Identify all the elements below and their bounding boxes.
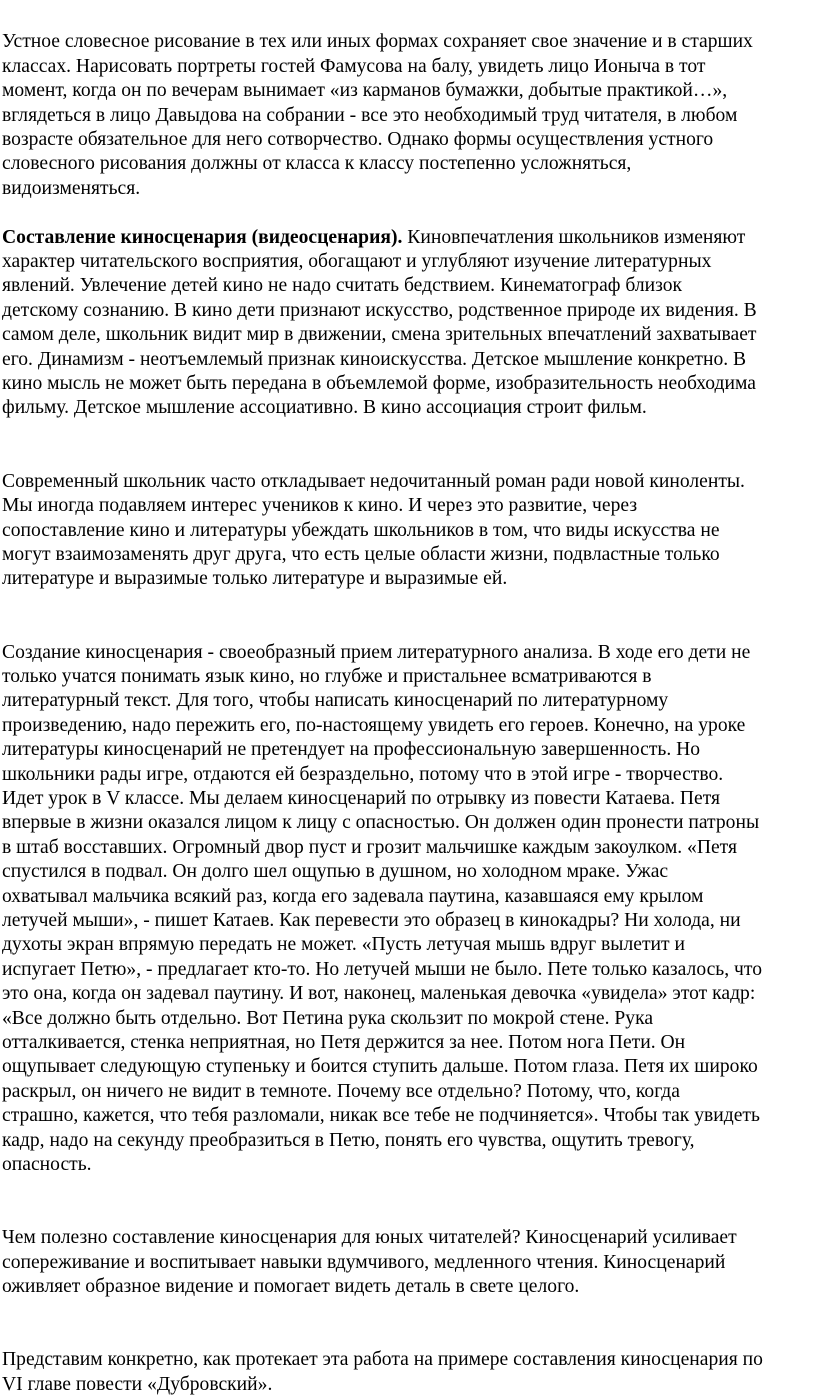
paragraph-modern-student — [2, 445, 816, 591]
paragraph-text: Представим конкретно, как протекает эта работа на примере составления киносценария по VI главе повести «Дубровский». — [2, 1349, 763, 1395]
paragraph-oral-drawing — [2, 6, 816, 201]
paragraph-creating-screenplay — [2, 616, 816, 1177]
paragraph-dubrovsky — [2, 1324, 816, 1397]
paragraph-screenplay — [2, 226, 816, 421]
paragraph-text: Устное словесное рисование в тех или иных формах сохраняет свое значение и в старших классах. Нарисовать портреты гостей Фамусова на балу, увидеть лицо Ионыча в тот момент, когда он по вечерам вынимает «из карманов бумажки, добытые практикой…», вглядеться в лицо Давыдова на собрании - все это необходимый труд читателя, в любом возрасте обязательное для него сотворчество. Однако формы осуществления устного словесного рисования должны от класса к классу постепенно усложняться, видоизменяться. — [2, 31, 753, 199]
paragraph-benefits — [2, 1202, 816, 1300]
section-heading: Составление киносценария (видеосценария). — [2, 226, 403, 248]
paragraph-text: Чем полезно составление киносценария для юных читателей? Киносценарий усиливает сопереживание и воспитывает навыки вдумчивого, медленного чтения. Киносценарий оживляет образное видение и помогает видеть деталь в свете целого. — [2, 1227, 737, 1298]
paragraph-text: Киновпечатления школьников изменяют характер читательского восприятия, обогащают и углубляют изучение литературных явлений. Увлечение детей кино не надо считать бедствием. Кинематограф близок детскому сознанию. В кино дети признают искусство, родственное природе их видения. В самом деле, школьник видит мир в движении, смена зрительных впечатлений захватывает его. Динамизм - неотъемлемый признак киноискусства. Детское мышление конкретно. В кино мысль не может быть передана в объемлемой форме, изобразительность необходима фильму. Детское мышление ассоциативно. В кино ассоциация строит фильм. — [2, 226, 757, 419]
paragraph-text: Создание киносценария - своеобразный прием литературного анализа. В ходе его дети не только учатся понимать язык кино, но глубже и пристальнее всматриваются в литературный текст. Для того, чтобы написать киносценарий по литературному произведению, надо пережить его, по-настоящему увидеть его героев. Конечно, на уроке литературы киносценарий не претендует на профессиональную завершенность. Но школьники рады игре, отдаются ей безраздельно, потому что в этой игре - творчество. Идет урок в V классе. Мы делаем киносценарий по отрывку из повести Катаева. Петя впервые в жизни оказался лицом к лицу с опасностью. Он должен один пронести патроны в штаб восставших. Огромный двор пуст и грозит мальчишке каждым закоулком. «Петя спустился в подвал. Он долго шел ощупью в душном, но холодном мраке. Ужас охватывал мальчика всякий раз, когда его задевала паутина, казавшаяся ему крылом летучей мыши», - пишет Катаев. Как перевести это образец в кинокадры? Ни холода, ни духоты экран впрямую передать не может. «Пусть летучая мышь вдруг вылетит и испугает Петю», - предлагает кто-то. Но летучей мыши не было. Пете только казалось, что это она, когда он задевал паутину. И вот, наконец, маленькая девочка «увидела» этот кадр: «Все должно быть отдельно. Вот Петина рука скользит по мокрой стене. Рука отталкивается, стенка неприятная, но Петя держится за нее. Потом нога Пети. Он ощупывает следующую ступеньку и боится ступить дальше. Потом глаза. Петя их широко раскрыл, он ничего не видит в темноте. Почему все отдельно? Потому, что, когда страшно, кажется, что тебя разломали, никак все тебе не подчиняется». Чтобы так увидеть кадр, надо на секунду преобразиться в Петю, понять его чувства, ощутить тревогу, опасность. — [2, 641, 762, 1176]
paragraph-text: Современный школьник часто откладывает недочитанный роман ради новой киноленты. Мы иногда подавляем интерес учеников к кино. И через это развитие, через сопоставление кино и литературы убеждать школьников в том, что виды искусства не могут взаимозаменять друг друга, что есть целые области жизни, подвластные только литературе и выразимые только литературе и выразимые ей. — [2, 470, 745, 590]
